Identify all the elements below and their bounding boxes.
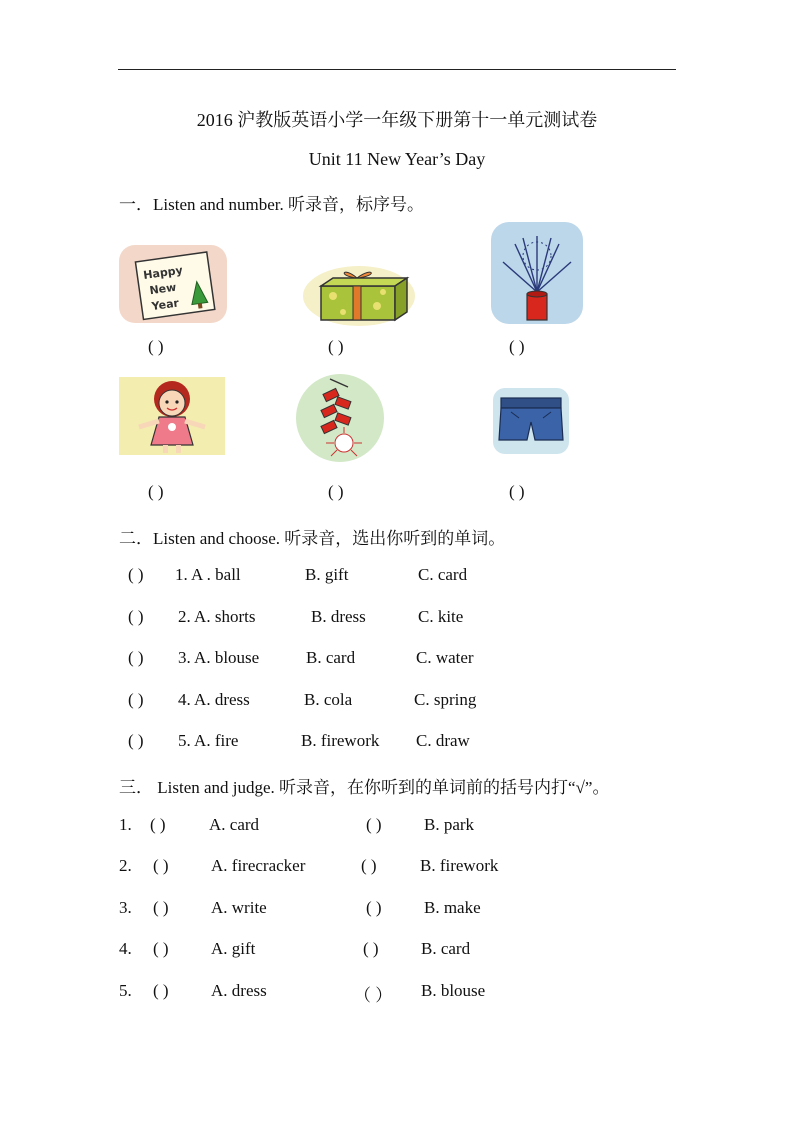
page-title: 2016 沪教版英语小学一年级下册第十一单元测试卷 [196, 110, 598, 130]
q2-5-paren[interactable]: ( ) [128, 731, 144, 750]
section2-heading: 二．Listen and choose. 听录音，选出你听到的单词。 [119, 529, 506, 548]
q3-2-paren-a[interactable]: ( ) [153, 856, 169, 875]
q3-1-option-a: A. card [209, 815, 260, 834]
q3-3-paren-a[interactable]: ( ) [153, 898, 169, 917]
q3-4-paren-a[interactable]: ( ) [153, 939, 169, 958]
q3-4-paren-b[interactable]: ( ) [363, 939, 379, 958]
q2-4-paren[interactable]: ( ) [128, 690, 144, 709]
q3-4-option-a: A. gift [211, 939, 256, 958]
q2-1-paren[interactable]: ( ) [128, 565, 144, 584]
q2-2-option-c: C. kite [418, 607, 464, 626]
q3-3-option-b: B. make [424, 898, 481, 917]
q2-5-option-b: B. firework [301, 731, 380, 750]
q2-3-paren[interactable]: ( ) [128, 648, 144, 667]
q3-5-number: 5. [119, 981, 132, 1000]
picture-6-paren[interactable]: ( ) [509, 482, 525, 501]
unit-title: Unit 11 New Year’s Day [308, 149, 486, 169]
q2-2-option-b: B. dress [311, 607, 366, 626]
svg-text:Happy: Happy [142, 263, 184, 282]
picture-5-paren[interactable]: ( ) [328, 482, 344, 501]
q3-5-paren-a[interactable]: ( ) [153, 981, 169, 1000]
picture-3-paren[interactable]: ( ) [509, 337, 525, 356]
picture-4-paren[interactable]: ( ) [148, 482, 164, 501]
section3-heading: 三． Listen and judge. 听录音，在你听到的单词前的括号内打“√”。 [119, 778, 610, 797]
new-year-card-icon [119, 245, 227, 323]
girl-in-dress-icon [119, 377, 225, 455]
picture-1-paren[interactable]: ( ) [148, 337, 164, 356]
q2-4-option-c: C. spring [414, 690, 477, 709]
q2-5-option-a: 5. A. fire [178, 731, 239, 750]
firework-icon [491, 222, 583, 324]
q3-1-paren-a[interactable]: ( ) [150, 815, 166, 834]
svg-text:New: New [148, 280, 178, 298]
q3-3-option-a: A. write [211, 898, 267, 917]
q2-1-option-a: 1. A . ball [175, 565, 241, 584]
q3-2-option-a: A. firecracker [211, 856, 306, 875]
q3-1-number: 1. [119, 815, 132, 834]
gift-box-icon [303, 262, 415, 326]
q2-3-option-c: C. water [416, 648, 474, 667]
q3-5-option-a: A. dress [211, 981, 267, 1000]
q2-2-option-a: 2. A. shorts [178, 607, 256, 626]
q3-2-number: 2. [119, 856, 132, 875]
svg-text:Year: Year [150, 296, 180, 314]
q2-1-option-c: C. card [418, 565, 468, 584]
q2-5-option-c: C. draw [416, 731, 470, 750]
q2-3-option-b: B. card [306, 648, 356, 667]
q3-5-paren-b[interactable]: （ ） [354, 986, 393, 1005]
picture-2-paren[interactable]: ( ) [328, 337, 344, 356]
q3-3-number: 3. [119, 898, 132, 917]
q3-4-number: 4. [119, 939, 132, 958]
q2-4-option-a: 4. A. dress [178, 690, 250, 709]
header-rule [118, 69, 676, 70]
shorts-icon [493, 388, 569, 454]
q3-1-option-b: B. park [424, 815, 475, 834]
q3-2-paren-b[interactable]: ( ) [361, 856, 377, 875]
q3-5-option-b: B. blouse [421, 981, 486, 1000]
q3-1-paren-b[interactable]: ( ) [366, 815, 382, 834]
q2-2-paren[interactable]: ( ) [128, 607, 144, 626]
q3-3-paren-b[interactable]: ( ) [366, 898, 382, 917]
firecracker-icon [294, 373, 386, 463]
q2-1-option-b: B. gift [305, 565, 349, 584]
q3-2-option-b: B. firework [420, 856, 499, 875]
section1-heading: 一．Listen and number. 听录音，标序号。 [119, 195, 425, 214]
q2-4-option-b: B. cola [304, 690, 353, 709]
q3-4-option-b: B. card [421, 939, 471, 958]
q2-3-option-a: 3. A. blouse [178, 648, 260, 667]
